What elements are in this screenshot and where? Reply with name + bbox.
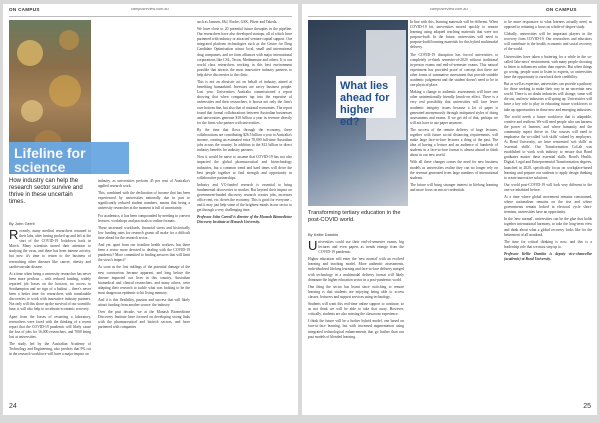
headline: What lies ahead for higher ed? — [340, 80, 390, 128]
left-page — [3, 4, 298, 415]
right-page — [302, 4, 597, 415]
site-url: campusreview.com.au — [131, 7, 169, 11]
paragraph: For academics, it has been compounded by needing to convert lectures, workshops and practicals to online formats. — [98, 213, 190, 223]
paragraph: And it is this flexibility, passion and success that will likely attract funding from another source: the industry. — [98, 297, 190, 308]
section-label: ON CAMPUS — [546, 7, 577, 12]
paragraph: Now it would be naive to assume that COVID-19 has not also impacted the global pharmaceutical and biotechnology industries, but a common trend and hard times will drive the best people together to find strength and opportunity in collaborative partnerships. — [197, 155, 292, 180]
paragraph: The future will bring stronger interest in lifelong learning and more focus on micro-credentials. — [410, 182, 498, 192]
page-number: 25 — [583, 403, 591, 410]
paragraph: By the time that flows through the economy, these collaborations are contributing $26.5 billion a year to Australia's income, creating an estimated extra 70,000 full-time Australian jobs across the country. In addition to the $12 billion in direct industry benefits for industry partners. — [197, 127, 292, 153]
paragraph: Students will want this real-time online support to continue, so as not think we will be able to take that away. However, critically, students are also missing the classroom experience. — [308, 302, 404, 317]
headline-band — [9, 142, 129, 174]
author-bio: Professor John Carroll is director of the Monash Biomedicine Discovery Institute at Monash University. — [197, 215, 292, 225]
paragraph: Globally, universities will be important players in the recovery from COVID-19. Our researchers and educators will contribute to the health, economic and social recovery of the world. — [504, 32, 592, 52]
byline: By Kellie Damkin — [308, 232, 339, 237]
paragraph: industry, as universities perform 45 per cent of Australia's applied research work. — [98, 179, 190, 189]
headline-box — [336, 76, 396, 128]
paragraph: Industry and VC-funded research is essential to bring fundamental discoveries to market. But beyond their impact on government-funded discovery research creates jobs, increases office rent, etc. drives the economy. This is good for everyone – and it may just help some of the brightest minds in our sector to get through a very challenging time. — [197, 182, 292, 213]
author-bio: Professor Kellie Damkin is deputy vice-chancellor (academic) at Bond University. — [504, 251, 592, 262]
dropcap: U — [308, 240, 318, 253]
paragraph: Our world post-COVID-19 will look very different to the one we inhabited before. — [504, 182, 592, 192]
paragraph: At a time where global movement remains constrained, where nationalism remains on the rise and where governments remain locked in electoral cycle short-termism, universities have an opportunity. — [504, 195, 592, 215]
headline: Lifeline for science — [14, 145, 86, 175]
paragraph: Recently, many medical researchers returned to their labs, after having packed up and left at the start of the COVID-19 lockdown back in March. Many scientists turned their attention to studying the virus, and there has been intense activity, but now it's time to return to the business of researching other diseases like cancer, obesity and cardiovascular disease. — [9, 229, 91, 269]
paragraph: such as Janssen, J&J, Roche, GSK, Pfizer and Takeda. — [197, 20, 278, 24]
dropcap: R — [9, 229, 19, 242]
paragraph: We have close to 20 potential future therapies in the pipeline. Our researchers have also developed startups, all of which have partnered with industry or attracted venture capital support. Our integrated platform technologies such as the Centre for Drug Candidate Optimisation attract local, small and international drug companies, and we form alliances with major international corporations like CSL, Tecan, Medimmune and others. It is our world class researchers working in this best environment possible that attracts the most innovative industry partners to help drive discoveries to the clinic. — [197, 27, 292, 77]
paragraph: But as well as expertise, universities can provide a pathway for those seeking to make their way in an uncertain new world. There is no doubt industries will change; some will die out, and new industries will spring up. Universities will have a key role to play in educating future workforces to take up opportunities in those new and emerging industries. — [504, 82, 592, 112]
paragraph: These increased workloads, financial stress and historically low funding rates for research grants all make for a difficult time ahead for the research sector. — [98, 225, 190, 240]
right-column-2 — [410, 20, 498, 405]
paragraph: The world needs a future workforce that is adaptable, creative and resilient. We will need people who can harness the power of Internet, and where humanity and the community aspect thrive in. Our courses will need to emphasise the so-called 'soft skills' valued by employers. At Bond University, we have reinvented 'soft skills' as 'essential skills'. Our Transformation CoLab was established to work with industry to ensure that Bond graduates master these essential skills. Bond's Health, Digital, Legal and Entrepreneurial Transformation degrees, launched in 2020, specifically focus on workplace-based learning and prepare our students to apply design thinking to create innovative solutions. — [504, 114, 592, 180]
paragraph: The COVID-19 disruption has forced universities to completely re-think semester-of-2020 without traditional in-person exams and end-of-semester exams. This natural experiment has provided proof of concept that there are other forms of summative assessment that provide suitable academic judgement and the student doesn't need to be in one physical place. — [410, 52, 498, 88]
section-label: ON CAMPUS — [9, 7, 40, 12]
deck: How industry can help the research sector survive and thrive in these uncertain times. — [9, 178, 83, 205]
deck: Transforming tertiary education in the post-COVID world. — [308, 210, 401, 223]
paragraph: In line with this, learning materials will be different. When COVID-19 hit, universities moved quickly to remote learning using adapted teaching materials that were not purpose-built. In the future, universities will need to purpose-build learning materials for this hybrid multimodal delivery. — [410, 20, 498, 50]
site-url: campusreview.com.au — [430, 7, 468, 11]
paragraph: Over the past decade, we at the Monash Biomedicine Discovery Institute have focused on developing strong links with the pharmaceutical and biotech sectors, and have partnered with companies — [98, 310, 190, 330]
paragraph: As soon as the first inklings of the potential damage of the new coronavirus became apparent, and long before the disease impacted our lives in this country, Australian biomedical and clinical researchers, and many others, were adapting their research to tackle what was looking to be the most dangerous epidemic to hit living memory. — [98, 265, 190, 295]
paragraph: I think the future will be a further hybrid model, one based on face-to-face learning, but with increased augmentation using integrated technological enhancements that go further than our past models of blended learning. — [308, 319, 404, 339]
paragraph: Higher education will enter the 'new normal' with an evolved learning and teaching model. More authentic assessments, individualised lifelong learning and face-to-face delivery merged with technology in a multimodal delivery format will likely dominate the higher education sector in a post-pandemic world. — [308, 257, 404, 282]
paragraph: The success of the remote delivery of large lectures, together with future social distancing requirements, will make large face-to-face lectures a thing of the past. The idea of having a lecture and an audience of hundreds of students in a face-to-face format is almost absurd to think about in our new world. — [410, 127, 498, 158]
left-column-2 — [98, 179, 190, 407]
paragraph: Making a change to authentic assessments will have one other unintentionally friendly knock-on effect. There is a very real possibility that universities will face fewer academic integrity issues because a lot of paper is generated anonymously through antiquated styles of doing assessments and exams. If we get rid of that, perhaps we will not have to use paper anymore. — [410, 90, 498, 125]
left-column-1 — [9, 229, 91, 407]
paragraph: At a time when being a university researcher has never been more perilous – with reduced funding, widely reported job losses on the horizon, no access to Southampton and no sign of a bailout – there's never been a better time for researchers with translatable discoveries to work with innovative industry partners. Not only will this shore up the survival of our scientific base, it will also help to accelerate economic recovery. — [9, 271, 91, 312]
paragraph: Universities have taken a battering for a while in the so-called 'fake news' environment, with many people choosing to listen to influencers rather than experts. But when things go wrong, people want to listen to experts, so universities have the opportunity to earn back their credibility. — [504, 54, 592, 79]
paragraph: This, combined with the declination of income that has been experienced by universities nationally due in part to significantly reduced student numbers, means that being a university researcher at the moment is full of uncertainty. — [98, 191, 190, 211]
byline: By John Gerrit — [9, 221, 35, 226]
right-column-1 — [308, 240, 404, 407]
paragraph: to be more responsive to what learners actually need, as opposed to retaining a focus on whole-of-degree study. — [504, 20, 592, 30]
paragraph: Universities could use their end-of-semester exams, big lectures and even papers as trends emerge from the COVID-19 pandemic. — [308, 240, 404, 255]
page-number: 24 — [9, 403, 17, 410]
paragraph: With all these changes comes the need for new business models as universities realise they can no longer rely on the revenue generated from large numbers of international students. — [410, 160, 498, 180]
paragraph: In the 'new normal', universities can be the glue that holds together international harmony, to take the long-term view and think about what a global recovery looks like for the betterment of all mankind. — [504, 217, 592, 237]
left-column-3 — [197, 20, 292, 405]
right-column-3 — [504, 20, 592, 405]
paragraph: This is not an altruistic act on behalf of industry, aimed at benefiting humankind. Investors are savvy business people. Last year, Universities Australia commissioned a report showing that when companies tap into the expertise of universities and their researchers, it boosts not only the firm's own bottom line, but also that of national economies. The report found that formal collaborations between Australian businesses and universities generate $10 billion a year in revenue directly for the firms who partner with universities. — [197, 80, 292, 125]
paragraph: The study, led by the Australian Academy of Technology and Engineering, also predicts that 9% cut in the research workforce will have a major impact on — [9, 341, 91, 357]
paragraph: The time for critical thinking is now, and this is a leadership role that we must step up to. — [504, 239, 592, 249]
paragraph: One thing the sector has learnt since switching to remote learning is that students are enjoying being able to access classes, lecturers and support services using technology. — [308, 284, 404, 299]
paragraph: Apart from the losses of restarting a laboratory, researchers were faced with the thinking of a recent report that the COVID-19 pandemic will likely cause the loss of jobs for 16,000 researchers, and 7000 being lost at universities. — [9, 314, 91, 339]
paragraph: And yet, apart from our frontline health workers, has there been a sector more devoted to dealing with the COVID-19 pandemic? More committed to finding answers that will limit the virus's impact? — [98, 243, 190, 263]
